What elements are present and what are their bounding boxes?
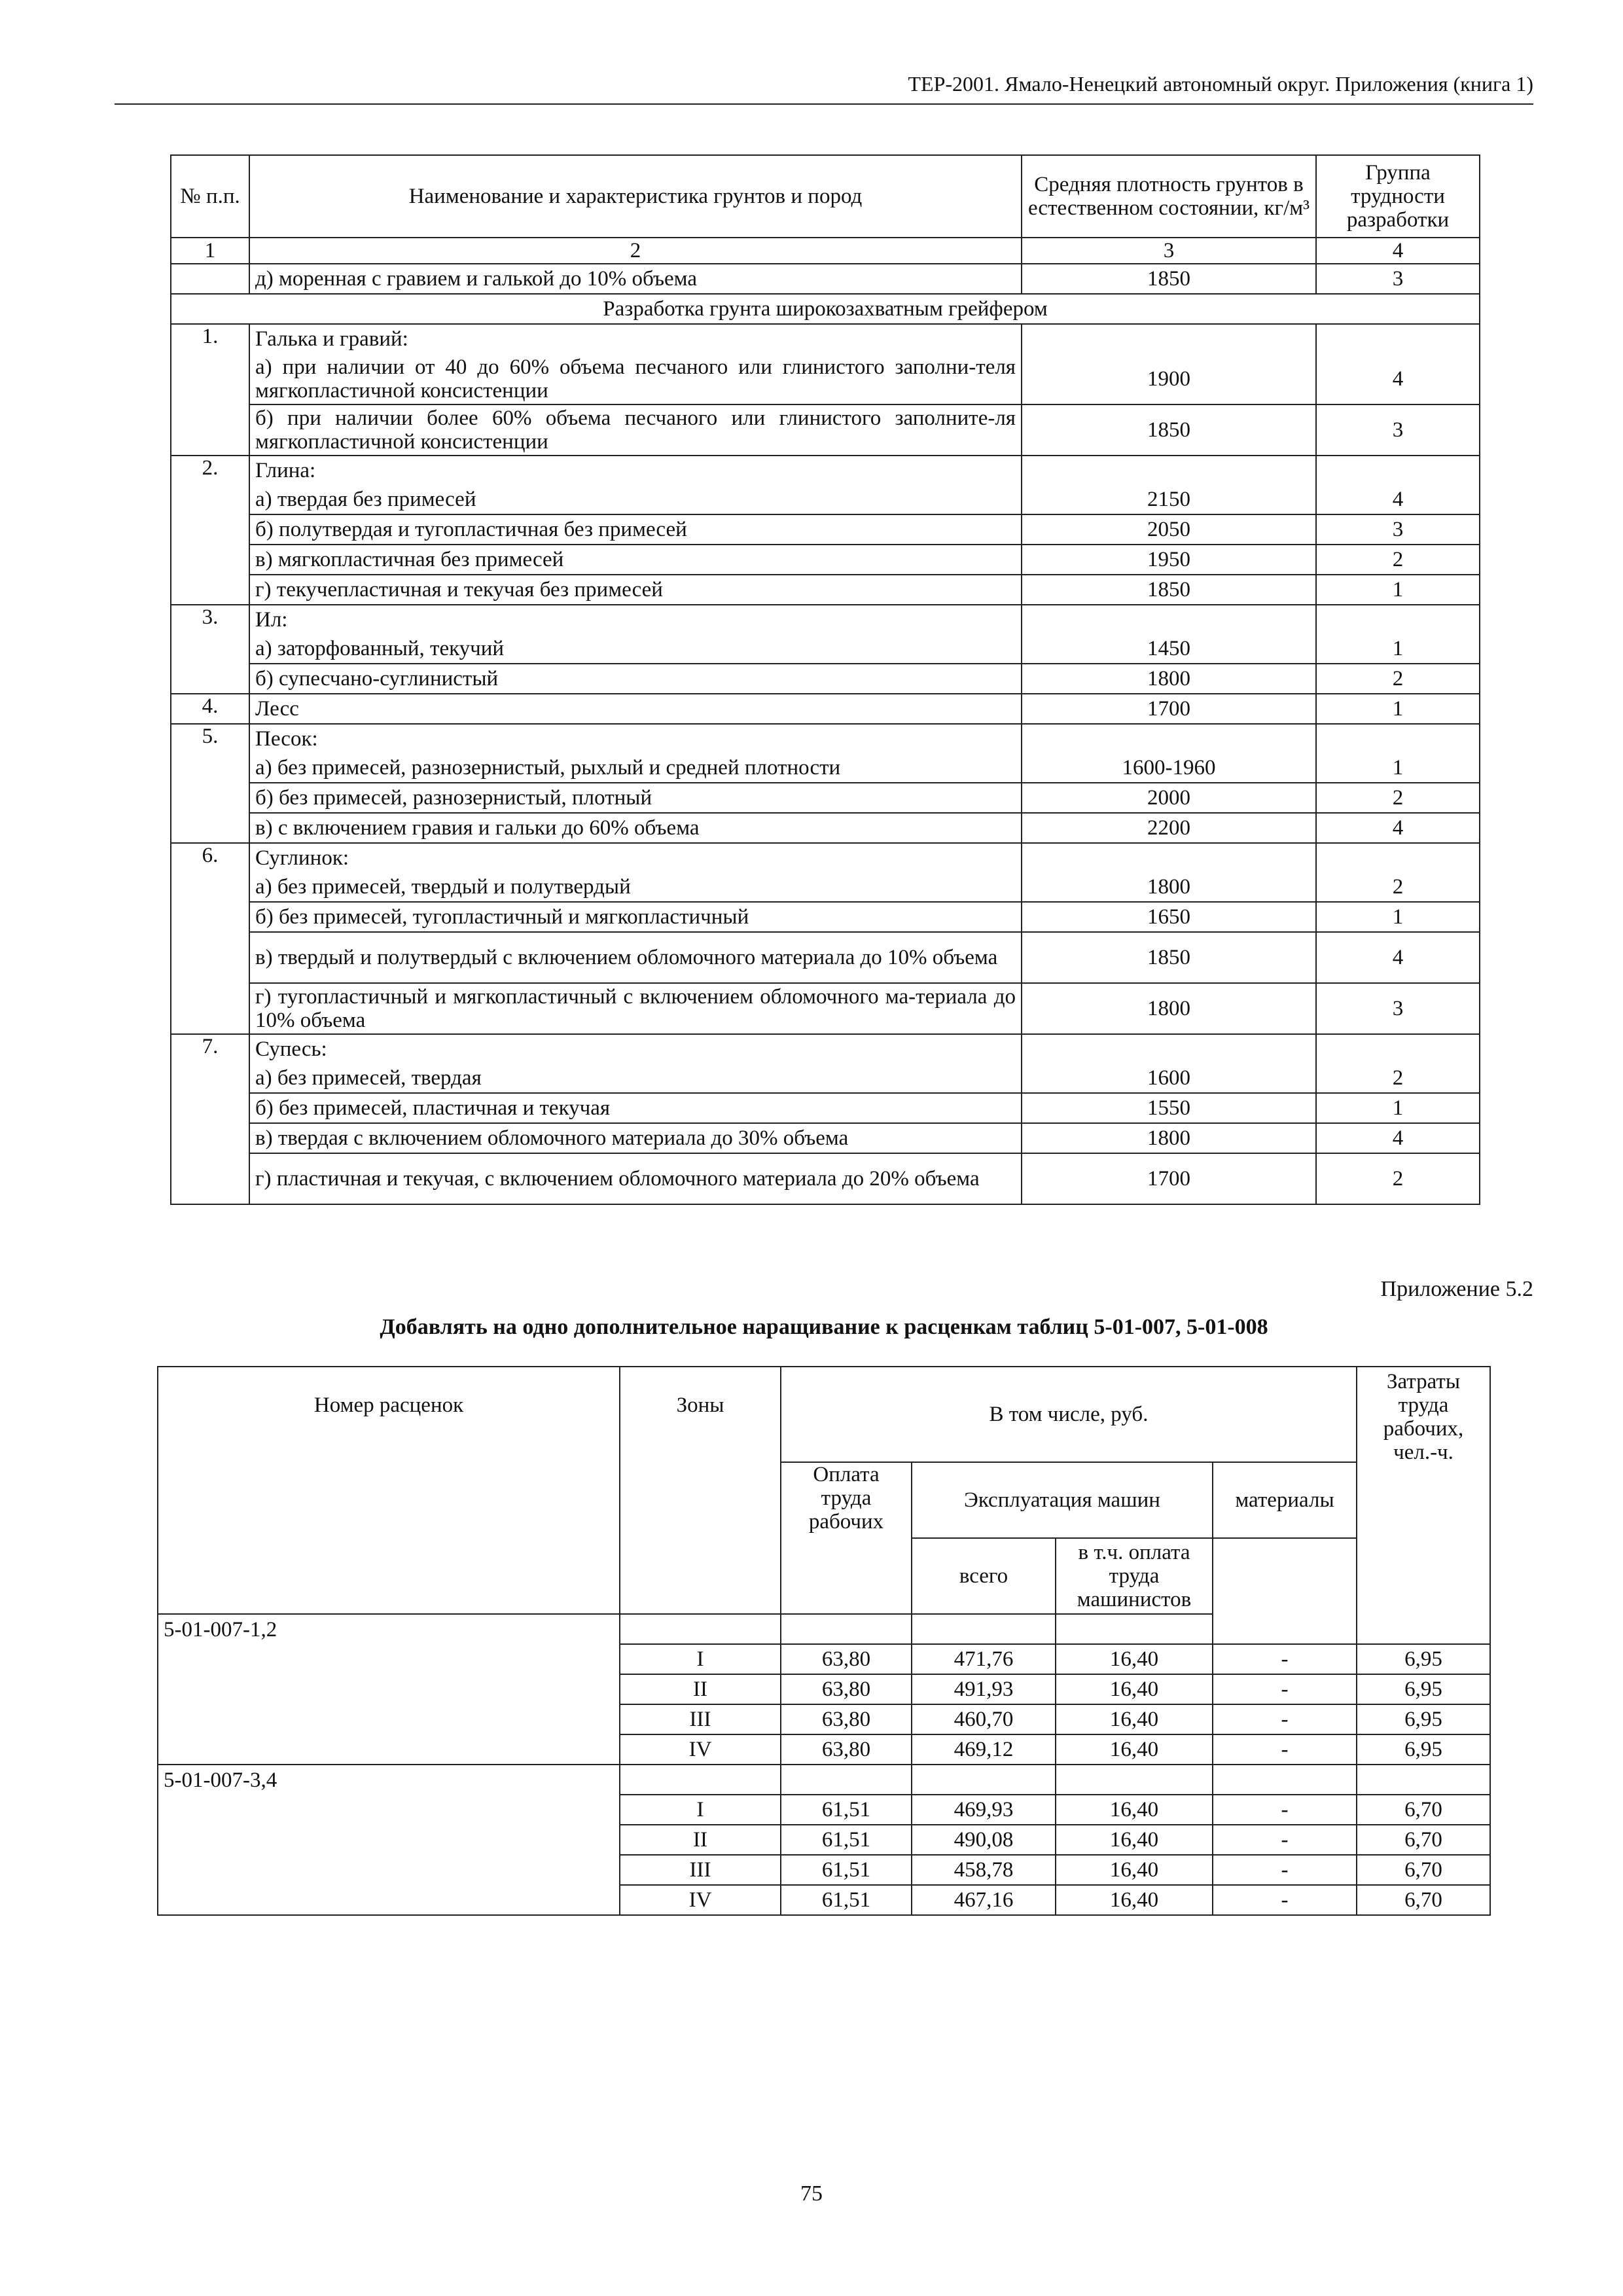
worker-pay-cell: 63,80 <box>781 1674 912 1704</box>
soil-name: г) тугопластичный и мягкопластичный с включением обломочного ма-териала до 10% объема <box>249 983 1022 1034</box>
table-row <box>158 1855 1490 1885</box>
density-value: 1950 <box>1022 545 1316 575</box>
density-value: 1800 <box>1022 1123 1316 1153</box>
table-row <box>158 1674 1490 1704</box>
density-value: 1600 <box>1022 1064 1316 1093</box>
soil-name: б) без примесей, разнозернистый, плотный <box>249 783 1022 813</box>
group-value: 4 <box>1316 353 1480 404</box>
soil-name: в) твердый и полутвердый с включением обломочного материала до 10% объема <box>249 932 1022 983</box>
table-row <box>171 456 1480 485</box>
group-value: 1 <box>1316 575 1480 605</box>
soil-name: а) без примесей, твердая <box>249 1064 1022 1093</box>
operators-pay-cell: 16,40 <box>1056 1734 1213 1765</box>
soil-name: б) полутвердая и тугопластичная без примесей <box>249 514 1022 545</box>
group-value: 2 <box>1316 872 1480 902</box>
group-value: 2 <box>1316 1064 1480 1093</box>
table-row <box>158 1734 1490 1765</box>
table-row <box>158 1885 1490 1915</box>
table-row <box>171 724 1480 753</box>
group-title: Песок: <box>249 724 1022 753</box>
soil-name: а) твердая без примесей <box>249 485 1022 514</box>
density-value: 1550 <box>1022 1093 1316 1123</box>
table-row <box>171 694 1480 724</box>
group-value: 3 <box>1316 264 1480 294</box>
zone-cell: IV <box>620 1734 781 1765</box>
page-number: 75 <box>800 2181 823 2206</box>
group-row <box>158 1614 1490 1644</box>
group-title: Ил: <box>249 605 1022 634</box>
soil-name: а) без примесей, разнозернистый, рыхлый и средней плотности <box>249 753 1022 783</box>
table-row <box>171 605 1480 634</box>
section-title: Разработка грунта широкозахватным грейфером <box>171 294 1480 324</box>
density-value: 1700 <box>1022 694 1316 724</box>
soil-name: а) без примесей, твердый и полутвердый <box>249 872 1022 902</box>
soil-name: в) мягкопластичная без примесей <box>249 545 1022 575</box>
density-value: 1850 <box>1022 575 1316 605</box>
soil-name: Лесс <box>249 694 1022 724</box>
group-value: 2 <box>1316 545 1480 575</box>
group-value: 1 <box>1316 1093 1480 1123</box>
row-number: 7. <box>171 1034 249 1064</box>
appendix-label: Приложение 5.2 <box>1380 1277 1533 1301</box>
table-row <box>171 404 1480 456</box>
machine-total-cell: 458,78 <box>912 1855 1056 1885</box>
header-operators-pay: в т.ч. оплата труда машинистов <box>1056 1538 1213 1614</box>
table-row <box>171 353 1480 404</box>
table-row <box>171 485 1480 514</box>
density-value: 1600-1960 <box>1022 753 1316 783</box>
zone-cell: III <box>620 1704 781 1734</box>
group-value: 4 <box>1316 813 1480 843</box>
zone-cell: I <box>620 1795 781 1825</box>
worker-pay-cell: 63,80 <box>781 1704 912 1734</box>
materials-cell: - <box>1213 1734 1357 1765</box>
group-value: 1 <box>1316 694 1480 724</box>
table-row <box>171 634 1480 664</box>
materials-cell: - <box>1213 1885 1357 1915</box>
group-value: 4 <box>1316 485 1480 514</box>
operators-pay-cell: 16,40 <box>1056 1825 1213 1855</box>
group-value: 1 <box>1316 634 1480 664</box>
density-value: 1800 <box>1022 983 1316 1034</box>
table-row <box>158 1795 1490 1825</box>
soil-name: г) пластичная и текучая, с включением обломочного материала до 20% объема <box>249 1153 1022 1204</box>
operators-pay-cell: 16,40 <box>1056 1644 1213 1674</box>
group-title: Суглинок: <box>249 843 1022 872</box>
density-value: 1450 <box>1022 634 1316 664</box>
operators-pay-cell: 16,40 <box>1056 1795 1213 1825</box>
col-number: 1 <box>171 238 249 264</box>
labor-cost-cell: 6,70 <box>1357 1795 1490 1825</box>
group-value: 2 <box>1316 783 1480 813</box>
table-row <box>171 1034 1480 1064</box>
table-row <box>171 932 1480 983</box>
worker-pay-cell: 63,80 <box>781 1644 912 1674</box>
table-row <box>158 1825 1490 1855</box>
rates-table <box>157 1366 1491 1916</box>
density-value: 1900 <box>1022 353 1316 404</box>
header-group: Группа трудности разработки <box>1316 155 1480 238</box>
group-value: 3 <box>1316 983 1480 1034</box>
group-value: 3 <box>1316 514 1480 545</box>
group-title: Галька и гравий: <box>249 324 1022 353</box>
table-row <box>171 664 1480 694</box>
worker-pay-cell: 61,51 <box>781 1885 912 1915</box>
zone-cell: I <box>620 1644 781 1674</box>
header-materials: материалы <box>1213 1462 1357 1538</box>
labor-cost-cell: 6,95 <box>1357 1674 1490 1704</box>
row-number: 3. <box>171 605 249 634</box>
table-row <box>171 813 1480 843</box>
table-row <box>171 783 1480 813</box>
table-row <box>171 575 1480 605</box>
header-name: Наименование и характеристика грунтов и пород <box>249 155 1022 238</box>
col-number: 4 <box>1316 238 1480 264</box>
row-number: 6. <box>171 843 249 872</box>
table-row <box>171 1064 1480 1093</box>
density-value: 2150 <box>1022 485 1316 514</box>
machine-total-cell: 469,93 <box>912 1795 1056 1825</box>
soil-name: в) с включением гравия и гальки до 60% объема <box>249 813 1022 843</box>
density-value: 2000 <box>1022 783 1316 813</box>
density-value: 1850 <box>1022 404 1316 456</box>
group-value: 1 <box>1316 753 1480 783</box>
row-number: 1. <box>171 324 249 353</box>
appendix-title: Добавлять на одно дополнительное наращивание к расценкам таблиц 5-01-007, 5-01-008 <box>380 1315 1268 1339</box>
group-value: 3 <box>1316 404 1480 456</box>
materials-cell: - <box>1213 1795 1357 1825</box>
materials-cell: - <box>1213 1674 1357 1704</box>
group-value: 2 <box>1316 664 1480 694</box>
machine-total-cell: 467,16 <box>912 1885 1056 1915</box>
machine-total-cell: 490,08 <box>912 1825 1056 1855</box>
worker-pay-cell: 61,51 <box>781 1825 912 1855</box>
machine-total-cell: 471,76 <box>912 1644 1056 1674</box>
table-row <box>171 1153 1480 1204</box>
materials-cell: - <box>1213 1825 1357 1855</box>
group-value: 2 <box>1316 1153 1480 1204</box>
soil-name: г) текучепластичная и текучая без примесей <box>249 575 1022 605</box>
soil-name: а) при наличии от 40 до 60% объема песчаного или глинистого заполни-теля мягкопластичной консистенции <box>249 353 1022 404</box>
header-zones: Зоны <box>620 1367 781 1614</box>
density-value: 1700 <box>1022 1153 1316 1204</box>
table-row <box>171 545 1480 575</box>
group-value: 1 <box>1316 902 1480 932</box>
header-machine-ops: Эксплуатация машин <box>912 1462 1213 1538</box>
materials-cell: - <box>1213 1704 1357 1734</box>
header-num: № п.п. <box>171 155 249 238</box>
table-row <box>171 264 1480 294</box>
worker-pay-cell: 61,51 <box>781 1855 912 1885</box>
table-row <box>171 843 1480 872</box>
zone-cell: II <box>620 1825 781 1855</box>
soil-name: д) моренная с гравием и галькой до 10% объема <box>249 264 1022 294</box>
labor-cost-cell: 6,70 <box>1357 1825 1490 1855</box>
materials-cell: - <box>1213 1644 1357 1674</box>
density-value: 1800 <box>1022 664 1316 694</box>
operators-pay-cell: 16,40 <box>1056 1855 1213 1885</box>
group-value: 4 <box>1316 932 1480 983</box>
row-number: 4. <box>171 694 249 724</box>
soil-name: б) без примесей, пластичная и текучая <box>249 1093 1022 1123</box>
density-value: 1850 <box>1022 932 1316 983</box>
worker-pay-cell: 63,80 <box>781 1734 912 1765</box>
header-density: Средняя плотность грунтов в естественном состоянии, кг/м³ <box>1022 155 1316 238</box>
density-value: 2200 <box>1022 813 1316 843</box>
soil-name: б) супесчано-суглинистый <box>249 664 1022 694</box>
machine-total-cell: 469,12 <box>912 1734 1056 1765</box>
soil-name: б) без примесей, тугопластичный и мягкопластичный <box>249 902 1022 932</box>
row-number: 5. <box>171 724 249 753</box>
group-title: Глина: <box>249 456 1022 485</box>
row-number: 2. <box>171 456 249 485</box>
table-row <box>171 324 1480 353</box>
density-value: 2050 <box>1022 514 1316 545</box>
table-row <box>171 1123 1480 1153</box>
operators-pay-cell: 16,40 <box>1056 1885 1213 1915</box>
group-row <box>158 1765 1490 1795</box>
rate-code: 5-01-007-3,4 <box>158 1765 620 1795</box>
zone-cell: III <box>620 1855 781 1885</box>
worker-pay-cell: 61,51 <box>781 1795 912 1825</box>
machine-total-cell: 460,70 <box>912 1704 1056 1734</box>
table-row <box>158 1704 1490 1734</box>
table-row <box>171 753 1480 783</box>
header-including: В том числе, руб. <box>781 1367 1357 1462</box>
density-value: 1850 <box>1022 264 1316 294</box>
table-row <box>171 983 1480 1034</box>
table-row <box>158 1644 1490 1674</box>
operators-pay-cell: 16,40 <box>1056 1674 1213 1704</box>
header-worker-pay: Оплата труда рабочих <box>781 1462 912 1614</box>
col-number: 2 <box>249 238 1022 264</box>
labor-cost-cell: 6,70 <box>1357 1855 1490 1885</box>
table-row <box>171 1093 1480 1123</box>
labor-cost-cell: 6,95 <box>1357 1644 1490 1674</box>
soil-name: а) заторфованный, текучий <box>249 634 1022 664</box>
table-row <box>171 514 1480 545</box>
machine-total-cell: 491,93 <box>912 1674 1056 1704</box>
table-row <box>171 902 1480 932</box>
materials-cell: - <box>1213 1855 1357 1885</box>
labor-cost-cell: 6,70 <box>1357 1885 1490 1915</box>
density-value: 1650 <box>1022 902 1316 932</box>
col-number: 3 <box>1022 238 1316 264</box>
labor-cost-cell: 6,95 <box>1357 1704 1490 1734</box>
header-rule <box>115 103 1533 105</box>
zone-cell: IV <box>620 1885 781 1915</box>
density-value: 1800 <box>1022 872 1316 902</box>
rate-code: 5-01-007-1,2 <box>158 1614 620 1644</box>
header-total: всего <box>912 1538 1056 1614</box>
group-value: 4 <box>1316 1123 1480 1153</box>
header-labor-cost: Затраты труда рабочих, чел.-ч. <box>1357 1367 1490 1614</box>
table-row <box>171 872 1480 902</box>
zone-cell: II <box>620 1674 781 1704</box>
section-row <box>171 294 1480 324</box>
soil-density-table <box>170 154 1480 1205</box>
header-rate-number: Номер расценок <box>158 1367 620 1614</box>
operators-pay-cell: 16,40 <box>1056 1704 1213 1734</box>
running-header: ТЕР-2001. Ямало-Ненецкий автономный округ. Приложения (книга 1) <box>908 72 1533 96</box>
soil-name: в) твердая с включением обломочного материала до 30% объема <box>249 1123 1022 1153</box>
group-title: Супесь: <box>249 1034 1022 1064</box>
soil-name: б) при наличии более 60% объема песчаного или глинистого заполните-ля мягкопластичной консистенции <box>249 404 1022 456</box>
labor-cost-cell: 6,95 <box>1357 1734 1490 1765</box>
